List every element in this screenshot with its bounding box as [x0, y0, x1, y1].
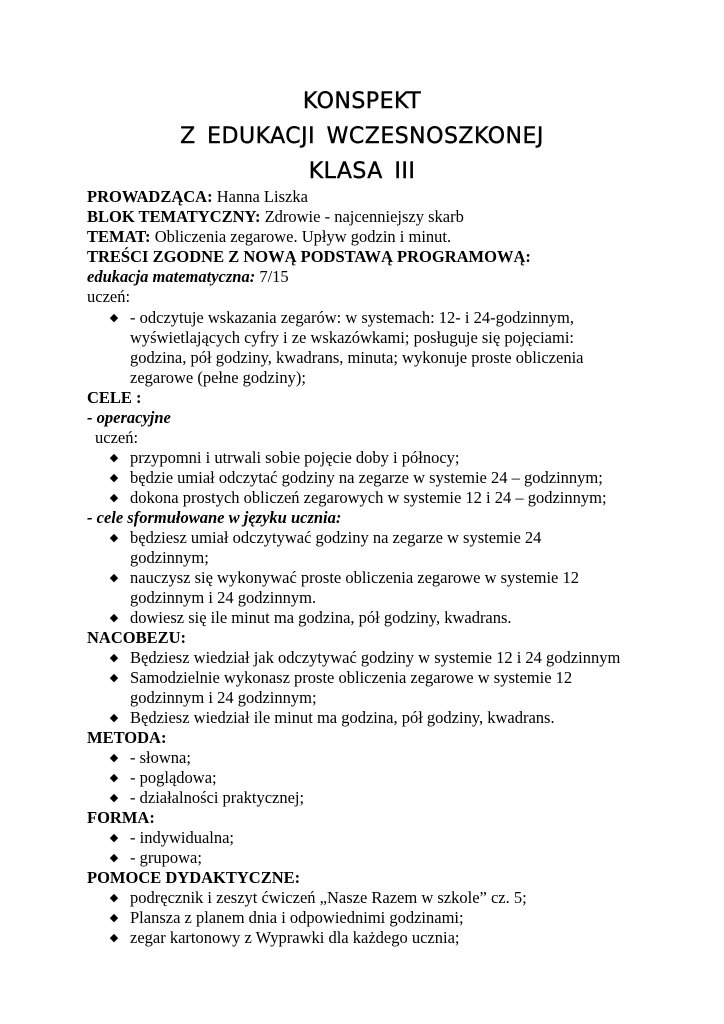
metoda-item: - działalności praktycznej; — [130, 788, 305, 807]
operacyjne-label: - operacyjne — [87, 408, 171, 427]
tresci-heading: TREŚCI ZGODNE Z NOWĄ PODSTAWĄ PROGRAMOWĄ: — [87, 247, 531, 266]
prowadzaca-line — [87, 187, 308, 207]
sformulowane-line: nauczysz się wykonywać proste obliczenia zegarowe w systemie 12 — [130, 568, 580, 587]
diamond-bullet-icon: ◆ — [109, 451, 119, 464]
diamond-bullet-icon: ◆ — [109, 711, 119, 724]
blok-value: Zdrowie - najcenniejszy skarb — [260, 207, 464, 226]
forma-item: - indywidualna; — [130, 828, 235, 847]
operacyjne-item: przypomni i utrwali sobie pojęcie doby i północy; — [130, 448, 460, 467]
diamond-bullet-icon: ◆ — [109, 311, 119, 324]
nacobezu-line: godzinnym i 24 godzinnym; — [130, 688, 317, 707]
prowadzaca-value: Hanna Liszka — [212, 187, 308, 206]
pomoce-item: zegar kartonowy z Wyprawki dla każdego ucznia; — [130, 928, 460, 947]
nacobezu-line: Będziesz wiedział jak odczytywać godziny w systemie 12 i 24 godzinnym — [130, 648, 621, 667]
nacobezu-line: Samodzielnie wykonasz proste obliczenia zegarowe w systemie 12 — [130, 668, 573, 687]
temat-label: TEMAT: — [87, 227, 151, 246]
sformulowane-line: godzinnym; — [130, 548, 209, 567]
diamond-bullet-icon: ◆ — [109, 931, 119, 944]
diamond-bullet-icon: ◆ — [109, 831, 119, 844]
diamond-bullet-icon: ◆ — [109, 851, 119, 864]
tresci-item-line: zegarowe (pełne godziny); — [130, 368, 306, 387]
edukacja-label: edukacja matematyczna: — [87, 267, 256, 286]
sformulowane-line: dowiesz się ile minut ma godzina, pół godziny, kwadrans. — [130, 608, 512, 627]
forma-item: - grupowa; — [130, 848, 202, 867]
edukacja-value: 7/15 — [255, 267, 289, 286]
diamond-bullet-icon: ◆ — [109, 791, 119, 804]
blok-label: BLOK TEMATYCZNY: — [87, 207, 261, 226]
temat-value: Obliczenia zegarowe. Upływ godzin i minut. — [150, 227, 452, 246]
sformulowane-label: - cele sformułowane w języku ucznia: — [87, 508, 342, 527]
pomoce-heading: POMOCE DYDAKTYCZNE: — [87, 868, 301, 887]
operacyjne-item: dokona prostych obliczeń zegarowych w systemie 12 i 24 – godzinnym; — [130, 488, 607, 507]
uczen-label: uczeń: — [87, 287, 131, 306]
diamond-bullet-icon: ◆ — [109, 611, 119, 624]
edukacja-line — [87, 267, 289, 287]
diamond-bullet-icon: ◆ — [109, 911, 119, 924]
title-klasa: KLASA III — [308, 159, 416, 184]
title-konspekt: KONSPEKT — [302, 89, 422, 114]
diamond-bullet-icon: ◆ — [109, 471, 119, 484]
tresci-item-line: wyświetlających cyfry i ze wskazówkami; posługuje się pojęciami: — [130, 328, 574, 347]
diamond-bullet-icon: ◆ — [109, 671, 119, 684]
diamond-bullet-icon: ◆ — [109, 491, 119, 504]
nacobezu-line: Będziesz wiedział ile minut ma godzina, pół godziny, kwadrans. — [130, 708, 555, 727]
diamond-bullet-icon: ◆ — [109, 751, 119, 764]
cele-uczen-label: uczeń: — [95, 428, 139, 447]
cele-heading: CELE : — [87, 388, 142, 407]
blok-line — [87, 207, 464, 227]
tresci-item-line: - odczytuje wskazania zegarów: w systemach: 12- i 24-godzinnym, — [130, 308, 574, 327]
prowadzaca-label: PROWADZĄCA: — [87, 187, 213, 206]
diamond-bullet-icon: ◆ — [109, 531, 119, 544]
title-edukacja: Z EDUKACJI WCZESNOSZKONEJ — [180, 124, 544, 149]
diamond-bullet-icon: ◆ — [109, 771, 119, 784]
metoda-item: - słowna; — [130, 748, 191, 767]
sformulowane-line: będziesz umiał odczytywać godziny na zegarze w systemie 24 — [130, 528, 542, 547]
metoda-heading: METODA: — [87, 728, 167, 747]
sformulowane-line: godzinnym i 24 godzinnym. — [130, 588, 317, 607]
pomoce-item: podręcznik i zeszyt ćwiczeń „Nasze Razem w szkole” cz. 5; — [130, 888, 527, 907]
pomoce-item: Plansza z planem dnia i odpowiednimi godzinami; — [130, 908, 464, 927]
forma-heading: FORMA: — [87, 808, 155, 827]
nacobezu-heading: NACOBEZU: — [87, 628, 187, 647]
diamond-bullet-icon: ◆ — [109, 571, 119, 584]
diamond-bullet-icon: ◆ — [109, 891, 119, 904]
metoda-item: - poglądowa; — [130, 768, 217, 787]
tresci-item-line: godzina, pół godziny, kwadrans, minuta; wykonuje proste obliczenia — [130, 348, 584, 367]
operacyjne-item: będzie umiał odczytać godziny na zegarze w systemie 24 – godzinnym; — [130, 468, 603, 487]
temat-line — [87, 227, 451, 247]
diamond-bullet-icon: ◆ — [109, 651, 119, 664]
